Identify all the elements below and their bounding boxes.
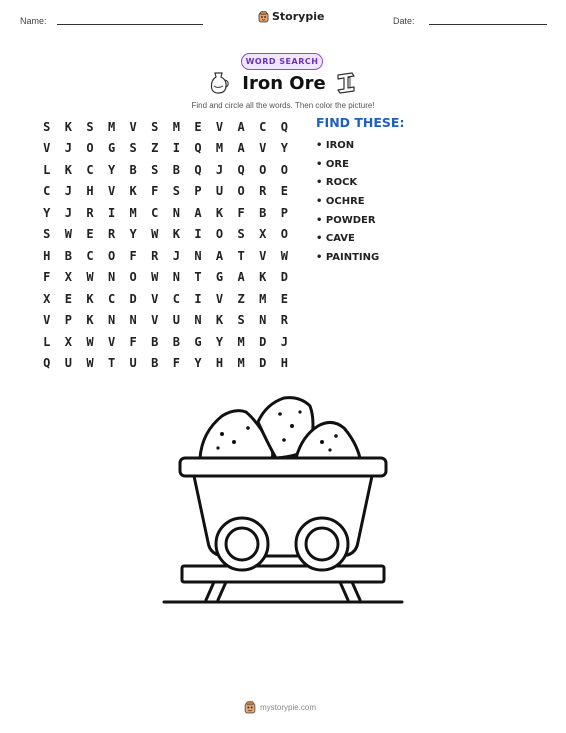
grid-row [36, 245, 295, 267]
letter-grid[interactable] [36, 116, 295, 374]
grid-letter[interactable]: G [107, 141, 116, 156]
grid-letter[interactable]: J [172, 248, 180, 263]
grid-letter[interactable]: S [151, 162, 159, 177]
grid-letter[interactable]: K [86, 313, 94, 328]
grid-letter[interactable]: O [280, 162, 288, 177]
grid-letter[interactable]: M [215, 141, 224, 156]
grid-letter[interactable]: X [64, 334, 72, 349]
grid-row [36, 267, 295, 289]
grid-letter[interactable]: V [107, 334, 116, 349]
cart-rim [180, 458, 386, 476]
name-label: Name: [20, 16, 47, 26]
grid-letter[interactable]: Y [194, 356, 202, 371]
grid-letter[interactable]: B [129, 162, 137, 177]
grid-letter[interactable]: W [151, 270, 159, 285]
grid-letter[interactable]: G [215, 270, 224, 285]
grid-letter[interactable]: W [64, 227, 72, 242]
grid-letter[interactable]: W [151, 227, 159, 242]
grid-letter[interactable]: C [107, 291, 116, 306]
grid-letter[interactable]: F [172, 356, 180, 371]
brand-name: Storypie [272, 10, 325, 23]
grid-letter[interactable]: S [151, 119, 159, 134]
grid-letter[interactable]: Y [215, 334, 224, 349]
grid-letter[interactable]: J [64, 141, 72, 156]
grid-letter[interactable]: U [129, 356, 137, 371]
grid-letter[interactable]: F [129, 248, 137, 263]
grid-letter[interactable]: M [129, 205, 137, 220]
brand-logo [258, 10, 324, 23]
grid-letter[interactable]: S [43, 119, 51, 134]
jug-icon [208, 71, 230, 95]
grid-letter[interactable]: N [259, 313, 267, 328]
grid-letter[interactable]: Y [107, 162, 116, 177]
grid-letter[interactable]: P [280, 205, 288, 220]
grid-letter[interactable]: K [215, 205, 224, 220]
grid-letter[interactable]: B [172, 334, 180, 349]
grid-letter[interactable]: N [129, 313, 137, 328]
grid-letter[interactable]: K [129, 184, 137, 199]
grid-letter[interactable]: Q [43, 356, 51, 371]
grid-letter[interactable]: U [64, 356, 72, 371]
grid-letter[interactable]: U [172, 313, 180, 328]
grid-letter[interactable]: D [259, 334, 267, 349]
grid-letter[interactable]: C [172, 291, 180, 306]
grid-letter[interactable]: A [237, 270, 245, 285]
grid-letter[interactable]: N [194, 313, 202, 328]
grid-row [36, 353, 295, 375]
word-list-item: • POWDER [316, 214, 376, 226]
grid-letter[interactable]: B [151, 334, 159, 349]
grid-letter[interactable]: D [129, 291, 137, 306]
word-list-item: • ROCK [316, 177, 358, 189]
grid-letter[interactable]: C [86, 248, 94, 263]
grid-letter[interactable]: I [194, 227, 202, 242]
grid-letter[interactable]: Z [151, 141, 159, 156]
grid-letter[interactable]: R [107, 227, 116, 242]
grid-letter[interactable]: D [259, 356, 267, 371]
grid-letter[interactable]: R [151, 248, 159, 263]
grid-letter[interactable]: L [43, 162, 51, 177]
instructions: Find and circle all the words. Then color the picture! [191, 101, 375, 110]
grid-letter[interactable]: F [129, 334, 137, 349]
cart-leg-left [206, 582, 226, 600]
grid-letter[interactable]: J [64, 184, 72, 199]
grid-letter[interactable]: N [172, 205, 180, 220]
page-title: Iron Ore [242, 73, 326, 94]
grid-letter[interactable]: K [64, 162, 72, 177]
grid-letter[interactable]: D [280, 270, 288, 285]
grid-letter[interactable]: S [86, 119, 94, 134]
grid-row [36, 138, 295, 160]
grid-letter[interactable]: L [43, 334, 51, 349]
grid-letter[interactable]: C [259, 119, 267, 134]
grid-letter[interactable]: V [129, 119, 137, 134]
storypie-logo-icon [244, 701, 256, 714]
grid-letter[interactable]: E [64, 291, 72, 306]
grid-letter[interactable]: V [259, 248, 267, 263]
grid-letter[interactable]: T [194, 270, 202, 285]
grid-letter[interactable]: O [237, 184, 245, 199]
i-beam-icon [336, 72, 356, 94]
grid-letter[interactable]: M [237, 356, 245, 371]
grid-letter[interactable]: A [194, 205, 202, 220]
grid-letter[interactable]: Z [237, 291, 245, 306]
grid-letter[interactable]: K [259, 270, 267, 285]
grid-letter[interactable]: A [237, 141, 245, 156]
grid-letter[interactable]: Y [129, 227, 137, 242]
grid-letter[interactable]: U [215, 184, 224, 199]
grid-letter[interactable]: S [129, 141, 137, 156]
grid-letter[interactable]: Q [280, 119, 288, 134]
grid-letter[interactable]: V [215, 291, 224, 306]
grid-letter[interactable]: H [86, 184, 94, 199]
grid-letter[interactable]: E [194, 119, 202, 134]
grid-letter[interactable]: A [215, 248, 224, 263]
mine-cart-illustration [160, 392, 406, 608]
grid-letter[interactable]: B [151, 356, 159, 371]
grid-letter[interactable]: K [86, 291, 94, 306]
grid-letter[interactable]: A [237, 119, 245, 134]
grid-row [36, 331, 295, 353]
grid-letter[interactable]: W [86, 356, 94, 371]
grid-letter[interactable]: V [215, 119, 224, 134]
word-list-item: • OCHRE [316, 195, 365, 207]
grid-letter[interactable]: B [259, 205, 267, 220]
grid-row [36, 181, 295, 203]
name-line[interactable] [57, 24, 203, 25]
grid-letter[interactable]: H [43, 248, 51, 263]
grid-letter[interactable]: V [43, 313, 51, 328]
grid-letter[interactable]: M [237, 334, 245, 349]
grid-letter[interactable]: N [194, 248, 202, 263]
footer [244, 701, 316, 714]
grid-letter[interactable]: J [215, 162, 224, 177]
word-list [316, 136, 379, 267]
grid-letter[interactable]: X [259, 227, 267, 242]
grid-letter[interactable]: O [215, 227, 224, 242]
grid-letter[interactable]: T [237, 248, 245, 263]
word-search-badge: WORD SEARCH [241, 53, 323, 70]
grid-letter[interactable]: K [172, 227, 180, 242]
grid-row [36, 288, 295, 310]
grid-letter[interactable]: M [172, 119, 180, 134]
grid-letter[interactable]: S [237, 313, 245, 328]
grid-letter[interactable]: W [280, 248, 288, 263]
grid-letter[interactable]: E [280, 291, 288, 306]
grid-letter[interactable]: B [64, 248, 72, 263]
grid-letter[interactable]: K [215, 313, 224, 328]
grid-letter[interactable]: Y [43, 205, 51, 220]
word-list-item: • CAVE [316, 233, 355, 245]
grid-letter[interactable]: F [237, 205, 245, 220]
date-label: Date: [393, 16, 415, 26]
grid-letter[interactable]: O [86, 141, 94, 156]
grid-letter[interactable]: O [259, 162, 267, 177]
grid-letter[interactable]: E [86, 227, 94, 242]
grid-letter[interactable]: F [43, 270, 51, 285]
grid-letter[interactable]: Q [194, 162, 202, 177]
word-list-item: • IRON [316, 139, 355, 151]
grid-letter[interactable]: R [259, 184, 267, 199]
grid-letter[interactable]: I [194, 291, 202, 306]
grid-letter[interactable]: C [151, 205, 159, 220]
grid-letter[interactable]: X [43, 291, 51, 306]
grid-letter[interactable]: M [259, 291, 267, 306]
grid-letter[interactable]: V [107, 184, 116, 199]
word-list-item: • ORE [316, 158, 349, 170]
grid-letter[interactable]: V [151, 291, 159, 306]
grid-letter[interactable]: X [64, 270, 72, 285]
grid-letter[interactable]: Y [280, 141, 288, 156]
grid-row [36, 116, 295, 138]
grid-letter[interactable]: W [86, 334, 94, 349]
grid-letter[interactable]: N [172, 270, 180, 285]
grid-letter[interactable]: B [172, 162, 180, 177]
grid-letter[interactable]: J [64, 205, 72, 220]
grid-letter[interactable]: Q [194, 141, 202, 156]
grid-letter[interactable]: W [86, 270, 94, 285]
footer-url[interactable]: mystorypie.com [260, 703, 317, 712]
grid-letter[interactable]: H [215, 356, 224, 371]
grid-letter[interactable]: G [194, 334, 202, 349]
grid-letter[interactable]: O [280, 227, 288, 242]
grid-letter[interactable]: I [107, 205, 116, 220]
grid-letter[interactable]: C [86, 162, 94, 177]
grid-letter[interactable]: N [107, 313, 116, 328]
word-list-item: • PAINTING [316, 251, 380, 263]
grid-letter[interactable]: R [280, 313, 288, 328]
grid-letter[interactable]: Q [237, 162, 245, 177]
grid-letter[interactable]: J [280, 334, 288, 349]
find-these-heading: FIND THESE: [316, 115, 405, 130]
storypie-logo-icon [258, 11, 269, 23]
grid-letter[interactable]: E [280, 184, 288, 199]
grid-letter[interactable]: S [172, 184, 180, 199]
grid-row [36, 224, 295, 246]
grid-letter[interactable]: P [64, 313, 72, 328]
cart-base [182, 566, 384, 582]
grid-letter[interactable]: V [43, 141, 51, 156]
grid-letter[interactable]: T [107, 356, 116, 371]
grid-row [36, 310, 295, 332]
cart-leg-right [340, 582, 360, 600]
grid-letter[interactable]: S [237, 227, 245, 242]
grid-letter[interactable]: O [129, 270, 137, 285]
grid-row [36, 202, 295, 224]
grid-letter[interactable]: O [107, 248, 116, 263]
grid-letter[interactable]: V [151, 313, 159, 328]
grid-letter[interactable]: K [64, 119, 72, 134]
grid-letter[interactable]: V [259, 141, 267, 156]
grid-letter[interactable]: S [43, 227, 51, 242]
date-line[interactable] [429, 24, 547, 25]
grid-letter[interactable]: N [107, 270, 116, 285]
grid-letter[interactable]: P [194, 184, 202, 199]
grid-letter[interactable]: I [172, 141, 180, 156]
grid-row [36, 159, 295, 181]
grid-letter[interactable]: C [43, 184, 51, 199]
grid-letter[interactable]: F [151, 184, 159, 199]
grid-letter[interactable]: H [280, 356, 288, 371]
grid-letter[interactable]: M [107, 119, 116, 134]
grid-letter[interactable]: R [86, 205, 94, 220]
